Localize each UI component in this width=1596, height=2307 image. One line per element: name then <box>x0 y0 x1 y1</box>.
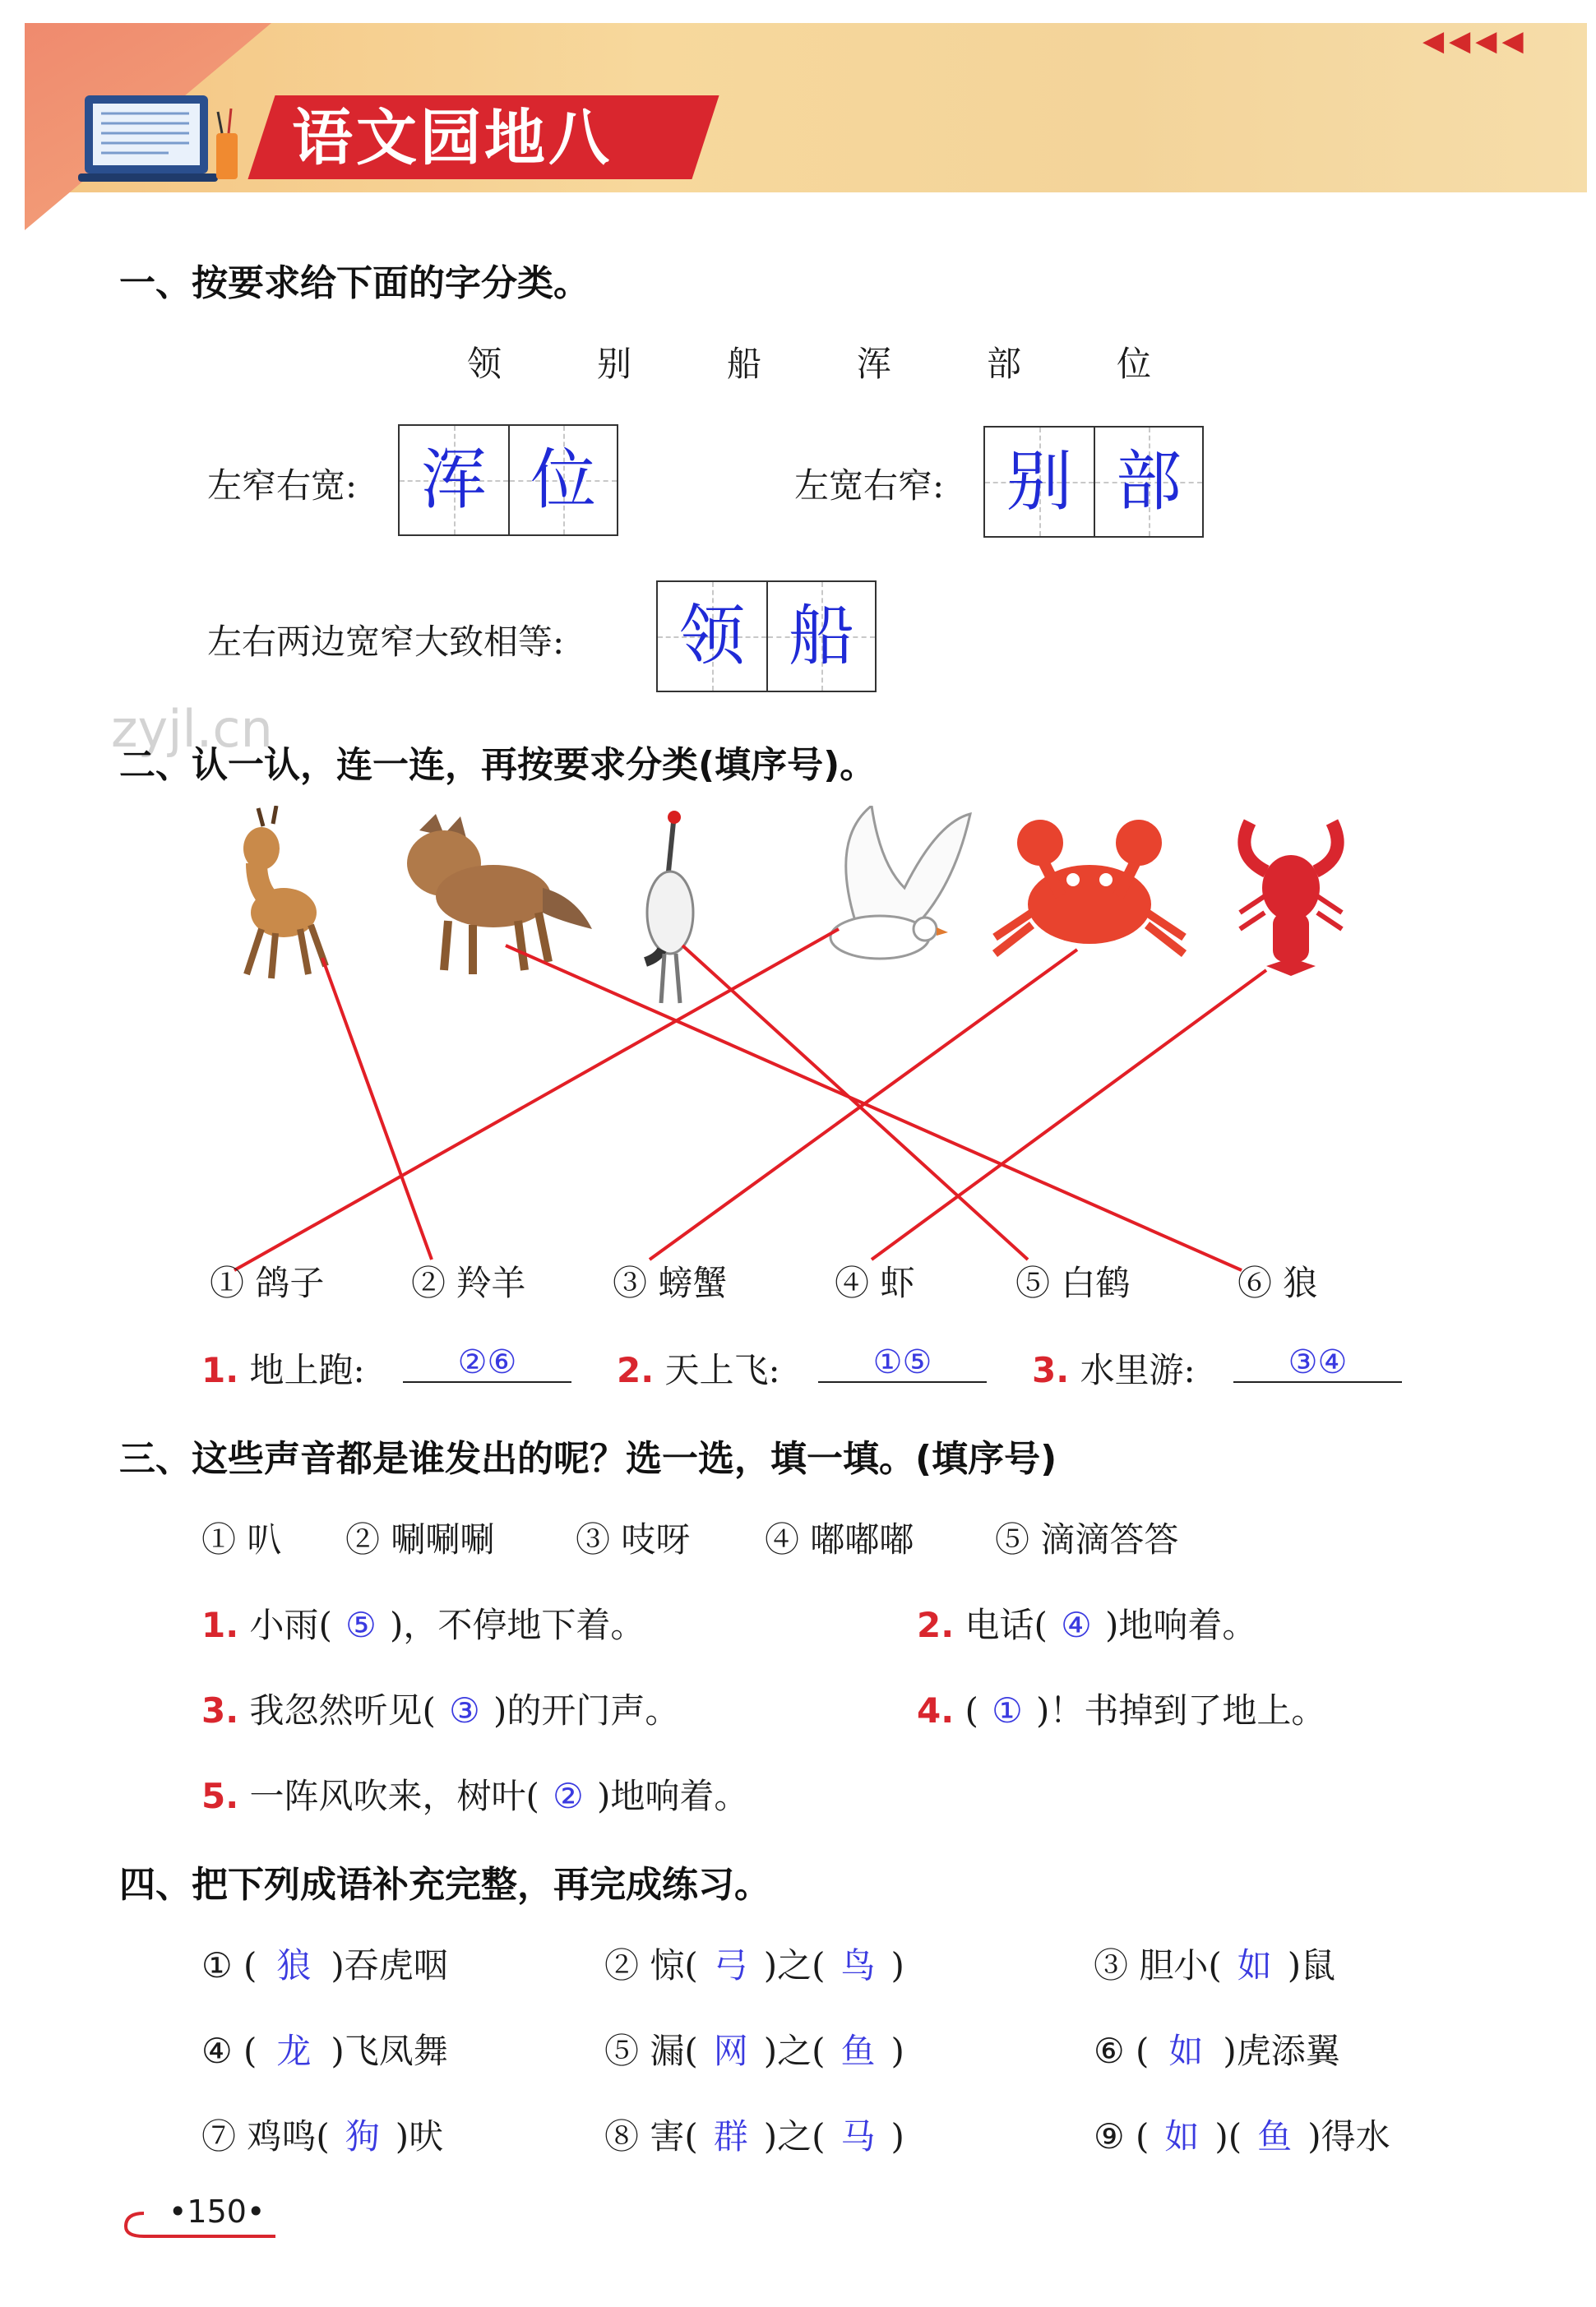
question-text: 电话( <box>965 1605 1048 1645</box>
char-item: 位 <box>1117 344 1152 384</box>
sound-question-2 <box>917 1598 1256 1648</box>
option-antelope: ② 羚羊 <box>411 1263 526 1303</box>
section3-heading: 三、这些声音都是谁发出的呢？选一选，填一填。(填序号) <box>119 1438 1057 1480</box>
question-text: )地响着。 <box>1104 1605 1257 1645</box>
question-number: 1. <box>201 1605 239 1645</box>
idiom-answer[interactable]: 鱼 <box>1257 2116 1293 2157</box>
answer-char: 领 <box>679 598 745 674</box>
idiom-answer[interactable]: 网 <box>713 2031 748 2071</box>
match-line <box>506 945 1242 1270</box>
left-wide-answer-box <box>983 426 1204 538</box>
answer-value[interactable]: ⑤ <box>345 1605 377 1645</box>
answer-ground[interactable]: ②⑥ <box>403 1343 571 1383</box>
sound-option: ① 叭 <box>201 1519 282 1560</box>
idiom-item: ③ 胆小( 如 )鼠 <box>1094 1939 1335 1988</box>
option-shrimp: ④ 虾 <box>835 1263 915 1303</box>
laptop-icon <box>78 90 251 189</box>
match-line <box>650 950 1077 1260</box>
char-item: 船 <box>727 344 762 384</box>
idiom-item: ② 惊( 弓 )之( 鸟 ) <box>604 1939 904 1988</box>
answer-sky[interactable]: ①⑤ <box>818 1343 987 1383</box>
question-number: 3. <box>201 1690 239 1731</box>
left-wide-label: 左宽右窄: <box>794 465 945 506</box>
sound-question-1 <box>201 1598 645 1648</box>
idiom-answer[interactable]: 狗 <box>345 2116 380 2157</box>
section2-heading: 二、认一认，连一连，再按要求分类(填序号)。 <box>119 744 877 786</box>
char-item: 部 <box>987 344 1022 384</box>
section4-heading: 四、把下列成语补充完整，再完成练习。 <box>119 1864 770 1906</box>
idiom-item: ④ ( 龙 )飞凤舞 <box>201 2024 448 2074</box>
answer-char: 船 <box>789 598 854 674</box>
idiom-answer[interactable]: 鸟 <box>840 1945 876 1986</box>
match-line <box>234 929 839 1270</box>
idiom-item: ① ( 狼 )吞虎咽 <box>201 1939 448 1988</box>
char-item: 浑 <box>857 344 892 384</box>
idiom-answer[interactable]: 群 <box>713 2116 748 2157</box>
question-label: 天上飞: <box>664 1350 780 1390</box>
match-line <box>872 970 1266 1260</box>
match-line <box>682 945 1028 1260</box>
equal-width-answer-box <box>656 580 877 692</box>
answer-char: 别 <box>1006 443 1072 520</box>
sound-question-5 <box>201 1769 748 1819</box>
option-crane: ⑤ 白鹤 <box>1015 1263 1131 1303</box>
idiom-item: ⑦ 鸡鸣( 狗 )吠 <box>201 2110 443 2159</box>
page-title: 语文园地八 <box>292 103 613 173</box>
question-number: 1. <box>201 1350 239 1390</box>
answer-value[interactable]: ③ <box>449 1690 480 1731</box>
question-number: 2. <box>917 1605 955 1645</box>
left-narrow-answer-box <box>398 424 618 536</box>
char-item: 别 <box>597 344 632 384</box>
idiom-answer[interactable]: 如 <box>1164 2116 1200 2157</box>
question-text: ( <box>965 1690 978 1731</box>
answer-value[interactable]: ② <box>553 1776 584 1816</box>
match-line <box>322 958 432 1260</box>
question-text: 小雨( <box>249 1605 332 1645</box>
option-wolf: ⑥ 狼 <box>1237 1263 1318 1303</box>
question-text: )，不停地下着。 <box>389 1605 645 1645</box>
watermark: zyjl.cn <box>111 699 273 759</box>
question-number: 5. <box>201 1776 239 1816</box>
arrows-icon: ◀◀◀◀ <box>1423 25 1529 58</box>
page-number: •150• <box>169 2194 266 2230</box>
sound-option: ④ 嘟嘟嘟 <box>765 1519 914 1560</box>
matching-lines <box>0 822 1596 1299</box>
question-number: 2. <box>617 1350 655 1390</box>
idiom-answer[interactable]: 龙 <box>276 2031 312 2071</box>
idiom-answer[interactable]: 如 <box>1168 2031 1204 2071</box>
equal-width-label: 左右两边宽窄大致相等: <box>207 622 565 662</box>
answer-char: 位 <box>530 442 596 518</box>
question-label: 水里游: <box>1080 1350 1196 1390</box>
q-sky-row <box>617 1343 780 1393</box>
question-text: )！书掉到了地上。 <box>1035 1690 1326 1731</box>
sound-option: ③ 吱呀 <box>576 1519 691 1560</box>
sound-question-4 <box>917 1684 1325 1733</box>
section1-heading: 一、按要求给下面的字分类。 <box>119 262 590 304</box>
idiom-answer[interactable]: 马 <box>840 2116 876 2157</box>
sound-option: ⑤ 滴滴答答 <box>995 1519 1179 1560</box>
answer-char: 部 <box>1116 443 1182 520</box>
question-number: 4. <box>917 1690 955 1731</box>
question-number: 3. <box>1032 1350 1070 1390</box>
idiom-answer[interactable]: 如 <box>1237 1945 1272 1986</box>
idiom-answer[interactable]: 狼 <box>276 1945 312 1986</box>
question-text: )的开门声。 <box>493 1690 680 1731</box>
char-item: 领 <box>467 344 502 384</box>
question-text: 一阵风吹来，树叶( <box>249 1776 539 1816</box>
sound-question-3 <box>201 1684 679 1733</box>
answer-water[interactable]: ③④ <box>1233 1343 1402 1383</box>
answer-char: 浑 <box>421 442 487 518</box>
question-label: 地上跑: <box>249 1350 365 1390</box>
idiom-item: ⑤ 漏( 网 )之( 鱼 ) <box>604 2024 904 2074</box>
idiom-item: ⑨ ( 如 )( 鱼 )得水 <box>1094 2110 1390 2159</box>
q-ground-row <box>201 1343 365 1393</box>
idiom-answer[interactable]: 鱼 <box>840 2031 876 2071</box>
q-water-row <box>1032 1343 1196 1393</box>
idiom-answer[interactable]: 弓 <box>713 1945 748 1986</box>
idiom-item: ⑧ 害( 群 )之( 马 ) <box>604 2110 904 2159</box>
option-dove: ① 鸽子 <box>210 1263 325 1303</box>
idiom-item: ⑥ ( 如 )虎添翼 <box>1094 2024 1340 2074</box>
sound-option: ② 唰唰唰 <box>345 1519 495 1560</box>
option-crab: ③ 螃蟹 <box>613 1263 728 1303</box>
question-text: )地响着。 <box>596 1776 749 1816</box>
left-narrow-label: 左窄右宽: <box>207 465 358 506</box>
answer-value[interactable]: ① <box>992 1690 1023 1731</box>
question-text: 我忽然听见( <box>249 1690 436 1731</box>
answer-value[interactable]: ④ <box>1061 1605 1092 1645</box>
